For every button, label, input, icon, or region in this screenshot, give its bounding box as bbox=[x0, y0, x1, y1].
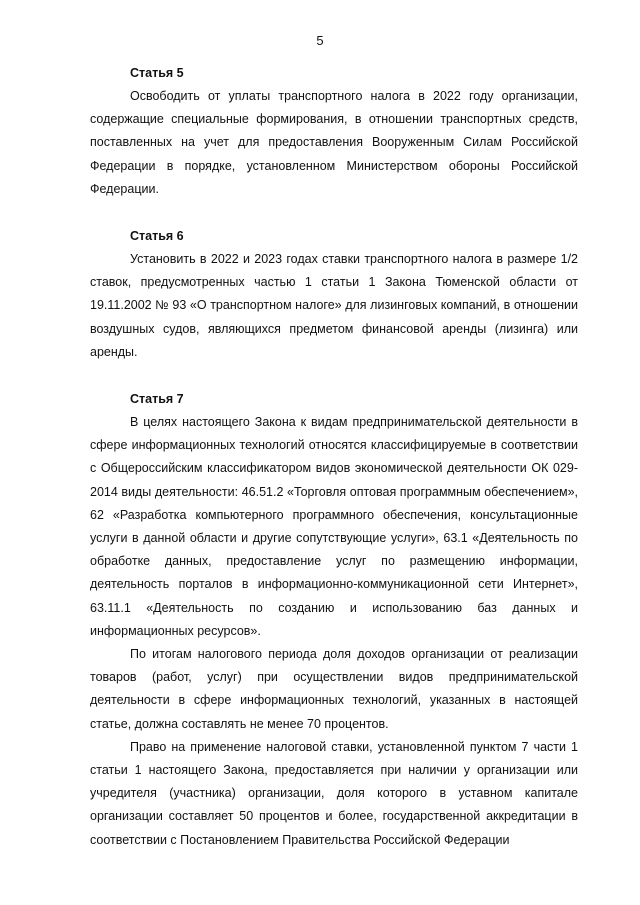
article-6 bbox=[90, 225, 578, 364]
article-5 bbox=[90, 62, 578, 201]
article-paragraph: Установить в 2022 и 2023 годах ставки транспортного налога в размере 1/2 ставок, предусмотренных частью 1 статьи 1 Закона Тюменской области от 19.11.2002 № 93 «О транспортном налоге» для лизинговых компаний, в отношении воздушных судов, являющихся предметом финансовой аренды (лизинга) или аренды. bbox=[90, 252, 578, 359]
article-paragraph: Право на применение налоговой ставки, установленной пунктом 7 части 1 статьи 1 настоящего Закона, предоставляется при наличии у организации или учредителя (участника) организации, доля которого в уставном капитале организации составляет 50 процентов и более, государственной аккредитации в соответствии с Постановлением Правительства Российской Федерации bbox=[90, 739, 578, 847]
article-spacer bbox=[90, 364, 578, 388]
article-paragraph: Освободить от уплаты транспортного налога в 2022 году организации, содержащие специальные формирования, в отношении транспортных средств, поставленных на учет для предоставления Вооруженным Силам Российской Федерации в порядке, установленном Министерством обороны Российской Федерации. bbox=[90, 89, 578, 196]
document-body bbox=[90, 62, 578, 852]
article-title: Статья 5 bbox=[130, 66, 184, 80]
article-spacer bbox=[90, 201, 578, 225]
article-title: Статья 7 bbox=[130, 392, 184, 407]
page-number: 5 bbox=[316, 33, 324, 48]
article-paragraph: В целях настоящего Закона к видам предпринимательской деятельности в сфере информационных технологий относятся классифицируемые в соответствии с Общероссийским классификатором видов экономической деятельности ОК 029-2014 виды деятельности: 46.51.2 «Торговля оптовая программным обеспечением», 62 «Разработка компьютерного программного обеспечения, консультационные услуги в данной области и другие сопутствующие услуги», 63.1 «Деятельность по обработке данных, предоставление услуг по размещению информации, деятельность порталов в информационно-коммуникационной сети Интернет», 63.11.1 «Деятельность по созданию и использованию баз данных и информационных ресурсов». bbox=[90, 415, 578, 638]
article-7 bbox=[90, 388, 578, 852]
article-title: Статья 6 bbox=[130, 229, 184, 244]
article-paragraph: По итогам налогового периода доля доходов организации от реализации товаров (работ, услуг) при осуществлении видов предпринимательской деятельности в сфере информационных технологий, указанных в настоящей статье, должна составлять не менее 70 процентов. bbox=[90, 647, 578, 731]
